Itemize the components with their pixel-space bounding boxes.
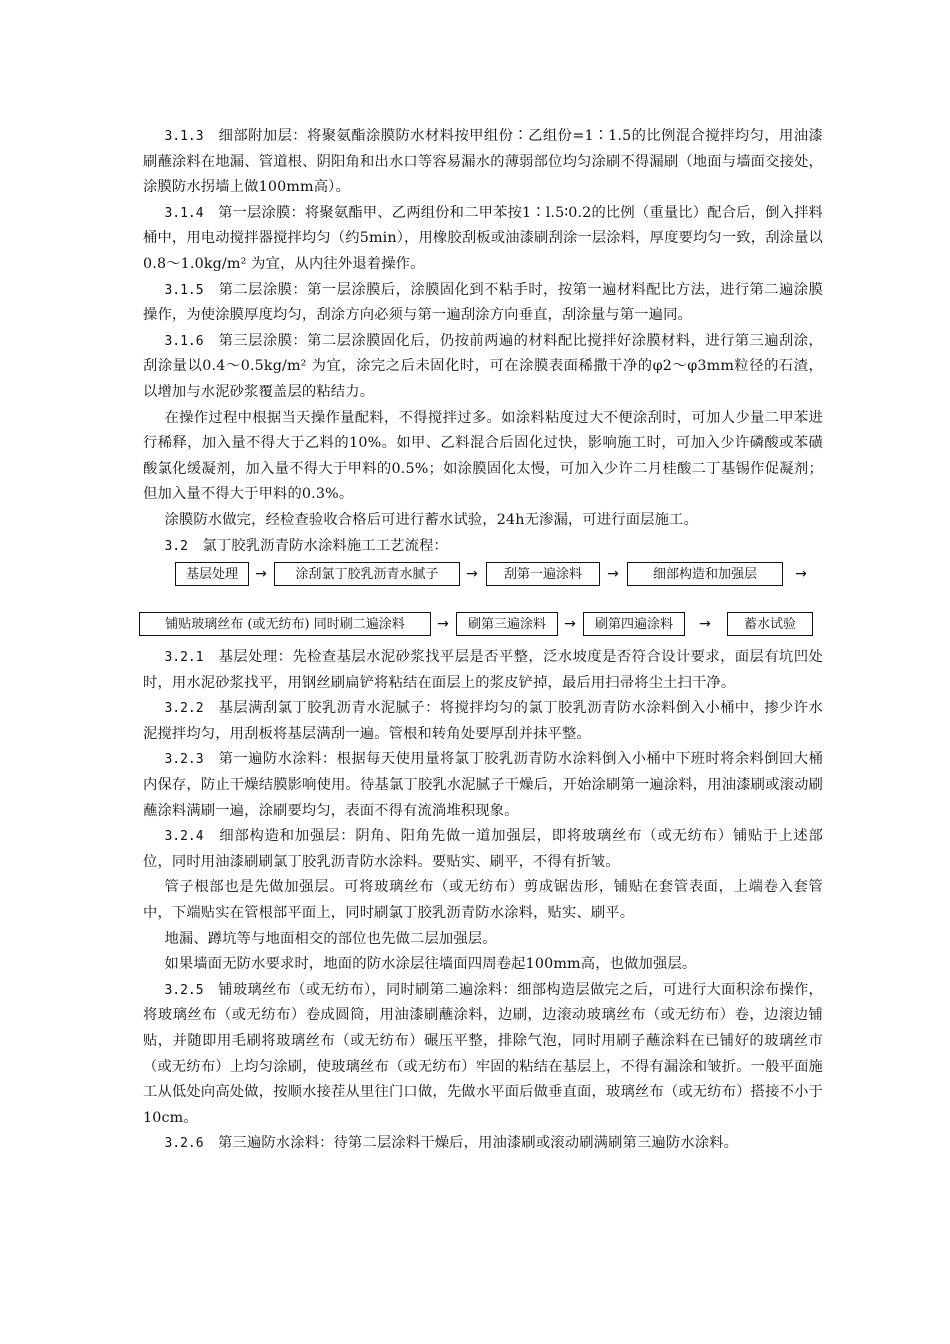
section-number: 3.1.4 bbox=[164, 205, 204, 221]
flow-step-first-coat: 刮第一遍涂料 bbox=[486, 562, 600, 586]
paragraph-text: 地漏、蹲坑等与地面相交的部位也先做二层加强层。 bbox=[164, 930, 497, 947]
paragraph-text: 第一层涂膜：将聚氨酯甲、乙两组份和二甲苯按1∶l.5∶0.2的比例（重量比）配合后，倒入拌料桶中，用电动搅拌器搅拌均匀（约5min），用橡胶刮板或油漆刷刮涂一层涂料，厚度要均匀一致，刮涂量以0.8～1.0kg/m² 为宜，从内往外退着操作。 bbox=[143, 204, 823, 272]
section-number: 3.2.5 bbox=[164, 982, 204, 998]
paragraph bbox=[143, 406, 823, 508]
paragraph-text: 在操作过程中根据当天操作量配料，不得搅拌过多。如涂料粘度过大不便涂刮时，可加人少量二甲苯进行稀释，加入量不得大于乙料的10%。如甲、乙料混合后固化过快，影响施工时，可加入少许磷酸或苯磺酸氯化缓凝剂，加入量不得大于甲料的0.5%；如涂膜固化太慢，可加入少许二月桂酸二丁基锡作促凝剂；但加入量不得大于甲料的0.3%。 bbox=[143, 409, 823, 503]
paragraph-group-top bbox=[143, 124, 823, 559]
paragraph-text: 细部附加层：将聚氨酯涂膜防水材料按甲组份∶乙组份=1∶1.5的比例混合搅拌均匀，用油漆刷蘸涂料在地漏、管道根、阴阳角和出水口等容易漏水的薄弱部位均匀涂刷不得漏刷（地面与墙面交接处，涂膜防水拐墙上做100mm高）。 bbox=[143, 128, 823, 196]
flow-arrow-icon: → bbox=[437, 616, 449, 633]
paragraph-text: 第三遍防水涂料：待第二层涂料干燥后，用油漆刷或滚动刷满刷第三遍防水涂料。 bbox=[203, 1135, 739, 1152]
paragraph-text: 第三层涂膜：第二层涂膜固化后，仍按前两遍的材料配比搅拌好涂膜材料，进行第三遍刮涂，刮涂量以0.4～0.5kg/m² 为宜，涂完之后未固化时，可在涂膜表面稀撒干净的φ2～φ3mm粒径的石渣，以增加与水泥砂浆覆盖层的粘结力。 bbox=[143, 332, 823, 400]
section-number: 3.2.1 bbox=[164, 650, 204, 666]
paragraph bbox=[143, 875, 823, 926]
paragraph bbox=[143, 696, 823, 747]
paragraph-text: 管子根部也是先做加强层。可将玻璃丝布（或无纺布）剪成锯齿形，铺贴在套管表面，上端卷入套管中，下端贴实在管根部平面上，同时刷氯丁胶乳沥青防水涂料，贴实、刷平。 bbox=[143, 879, 823, 922]
flowchart bbox=[143, 559, 823, 645]
flow-step-third-coat: 刷第三遍涂料 bbox=[456, 612, 558, 636]
paragraph bbox=[143, 278, 823, 329]
flow-arrow-icon: → bbox=[564, 616, 576, 633]
flow-step-water-test: 蓄水试验 bbox=[727, 612, 813, 636]
paragraph bbox=[143, 824, 823, 875]
paragraph bbox=[143, 747, 823, 824]
section-number: 3.2.6 bbox=[164, 1136, 204, 1152]
flow-arrow-icon: → bbox=[466, 566, 478, 583]
paragraph-text: 基层满刮氯丁胶乳沥青水泥腻子：将搅拌均匀的氯丁胶乳沥青防水涂料倒入小桶中，掺少许水泥搅拌均匀，用刮板将基层满刮一遍。管根和转角处要厚刮并抹平整。 bbox=[143, 700, 823, 742]
paragraph-text: 涂膜防水做完，经检查验收合格后可进行蓄水试验，24h无渗漏，可进行面层施工。 bbox=[164, 511, 698, 528]
paragraph-text: 氯丁胶乳沥青防水涂料施工工艺流程： bbox=[187, 537, 448, 554]
flow-step-putty: 涂刮氯丁胶乳沥青水腻子 bbox=[274, 562, 460, 586]
flow-arrow-icon: → bbox=[795, 566, 807, 583]
section-number: 3.1.5 bbox=[164, 282, 204, 298]
section-number: 3.2 bbox=[164, 538, 188, 554]
paragraph bbox=[143, 927, 823, 953]
paragraph-group-bottom bbox=[143, 645, 823, 1157]
paragraph bbox=[143, 124, 823, 201]
flow-step-detail-reinforce: 细部构造和加强层 bbox=[627, 562, 783, 586]
paragraph bbox=[143, 1131, 823, 1157]
flow-arrow-icon: → bbox=[255, 566, 267, 583]
paragraph-text: 铺玻璃丝布（或无纺布），同时刷第二遍涂料：细部构造层做完之后，可进行大面积涂布操作，将玻璃丝布（或无纺布）卷成圆筒，用油漆刷蘸涂料，边刷，边滚动玻璃丝布（或无纺布）卷，边滚边铺贴，并随即用毛刷将玻璃丝布（或无纺布）碾压平整，排除气泡，同时用刷子蘸涂料在已铺好的玻璃丝市（或无纺布）上均匀涂刷，使玻璃丝布（或无纺布）牢固的粘结在基层上，不得有漏涂和皱折。一般平面施工从低处向高处做，按顺水接茬从里往门口做，先做水平面后做垂直面，玻璃丝布（或无纺布）搭接不小于10cm。 bbox=[143, 981, 823, 1126]
section-number: 3.2.2 bbox=[164, 701, 204, 717]
paragraph bbox=[143, 201, 823, 278]
paragraph bbox=[143, 329, 823, 406]
flow-arrow-icon: → bbox=[699, 616, 711, 633]
paragraph bbox=[143, 534, 823, 560]
section-number: 3.1.3 bbox=[164, 129, 204, 144]
section-number: 3.2.3 bbox=[164, 752, 204, 768]
paragraph-text: 第二层涂膜：第一层涂膜后，涂膜固化到不粘手时，按第一遍材料配比方法，进行第二遍涂膜操作，为使涂膜厚度均匀，刮涂方向必须与第一遍刮涂方向垂直，刮涂量与第一遍同。 bbox=[143, 281, 823, 324]
flow-step-lay-fabric: 铺贴玻璃丝布 (或无纺布) 同时刷二遍涂料 bbox=[139, 612, 431, 636]
paragraph-text: 如果墙面无防水要求时，地面的防水涂层往墙面四周卷起100mm高，也做加强层。 bbox=[164, 956, 697, 973]
section-number: 3.2.4 bbox=[164, 829, 204, 845]
paragraph-text: 细部构造和加强层：阴角、阳角先做一道加强层，即将玻璃丝布（或无纺布）铺贴于上述部位，同时用油漆刷刷氯丁胶乳沥青防水涂料。要贴实、刷平，不得有折皱。 bbox=[143, 828, 823, 870]
paragraph bbox=[143, 978, 823, 1132]
flow-step-fourth-coat: 刷第四遍涂料 bbox=[583, 612, 685, 636]
document-body bbox=[143, 124, 823, 1157]
paragraph-text: 基层处理：先检查基层水泥砂浆找平层是否平整，泛水坡度是否符合设计要求，面层有坑凹处时，用水泥砂浆找平，用钢丝刷扁铲将粘结在面层上的浆皮铲掉，最后用扫帚将尘土扫干净。 bbox=[143, 649, 823, 691]
section-number: 3.1.6 bbox=[164, 333, 204, 349]
flow-step-base-treatment: 基层处理 bbox=[175, 562, 249, 586]
flow-arrow-icon: → bbox=[607, 566, 619, 583]
paragraph bbox=[143, 645, 823, 696]
paragraph bbox=[143, 508, 823, 534]
paragraph bbox=[143, 952, 823, 978]
paragraph-text: 第一遍防水涂料：根据每天使用量将氯丁胶乳沥青防水涂料倒入小桶中下班时将余料倒回大桶内保存，防止干燥结膜影响使用。待基氯丁胶乳水泥腻子干燥后，开始涂刷第一遍涂料，用油漆刷或滚动刷蘸涂料满刷一遍，涂刷要均匀，表面不得有流淌堆积现象。 bbox=[143, 751, 823, 819]
